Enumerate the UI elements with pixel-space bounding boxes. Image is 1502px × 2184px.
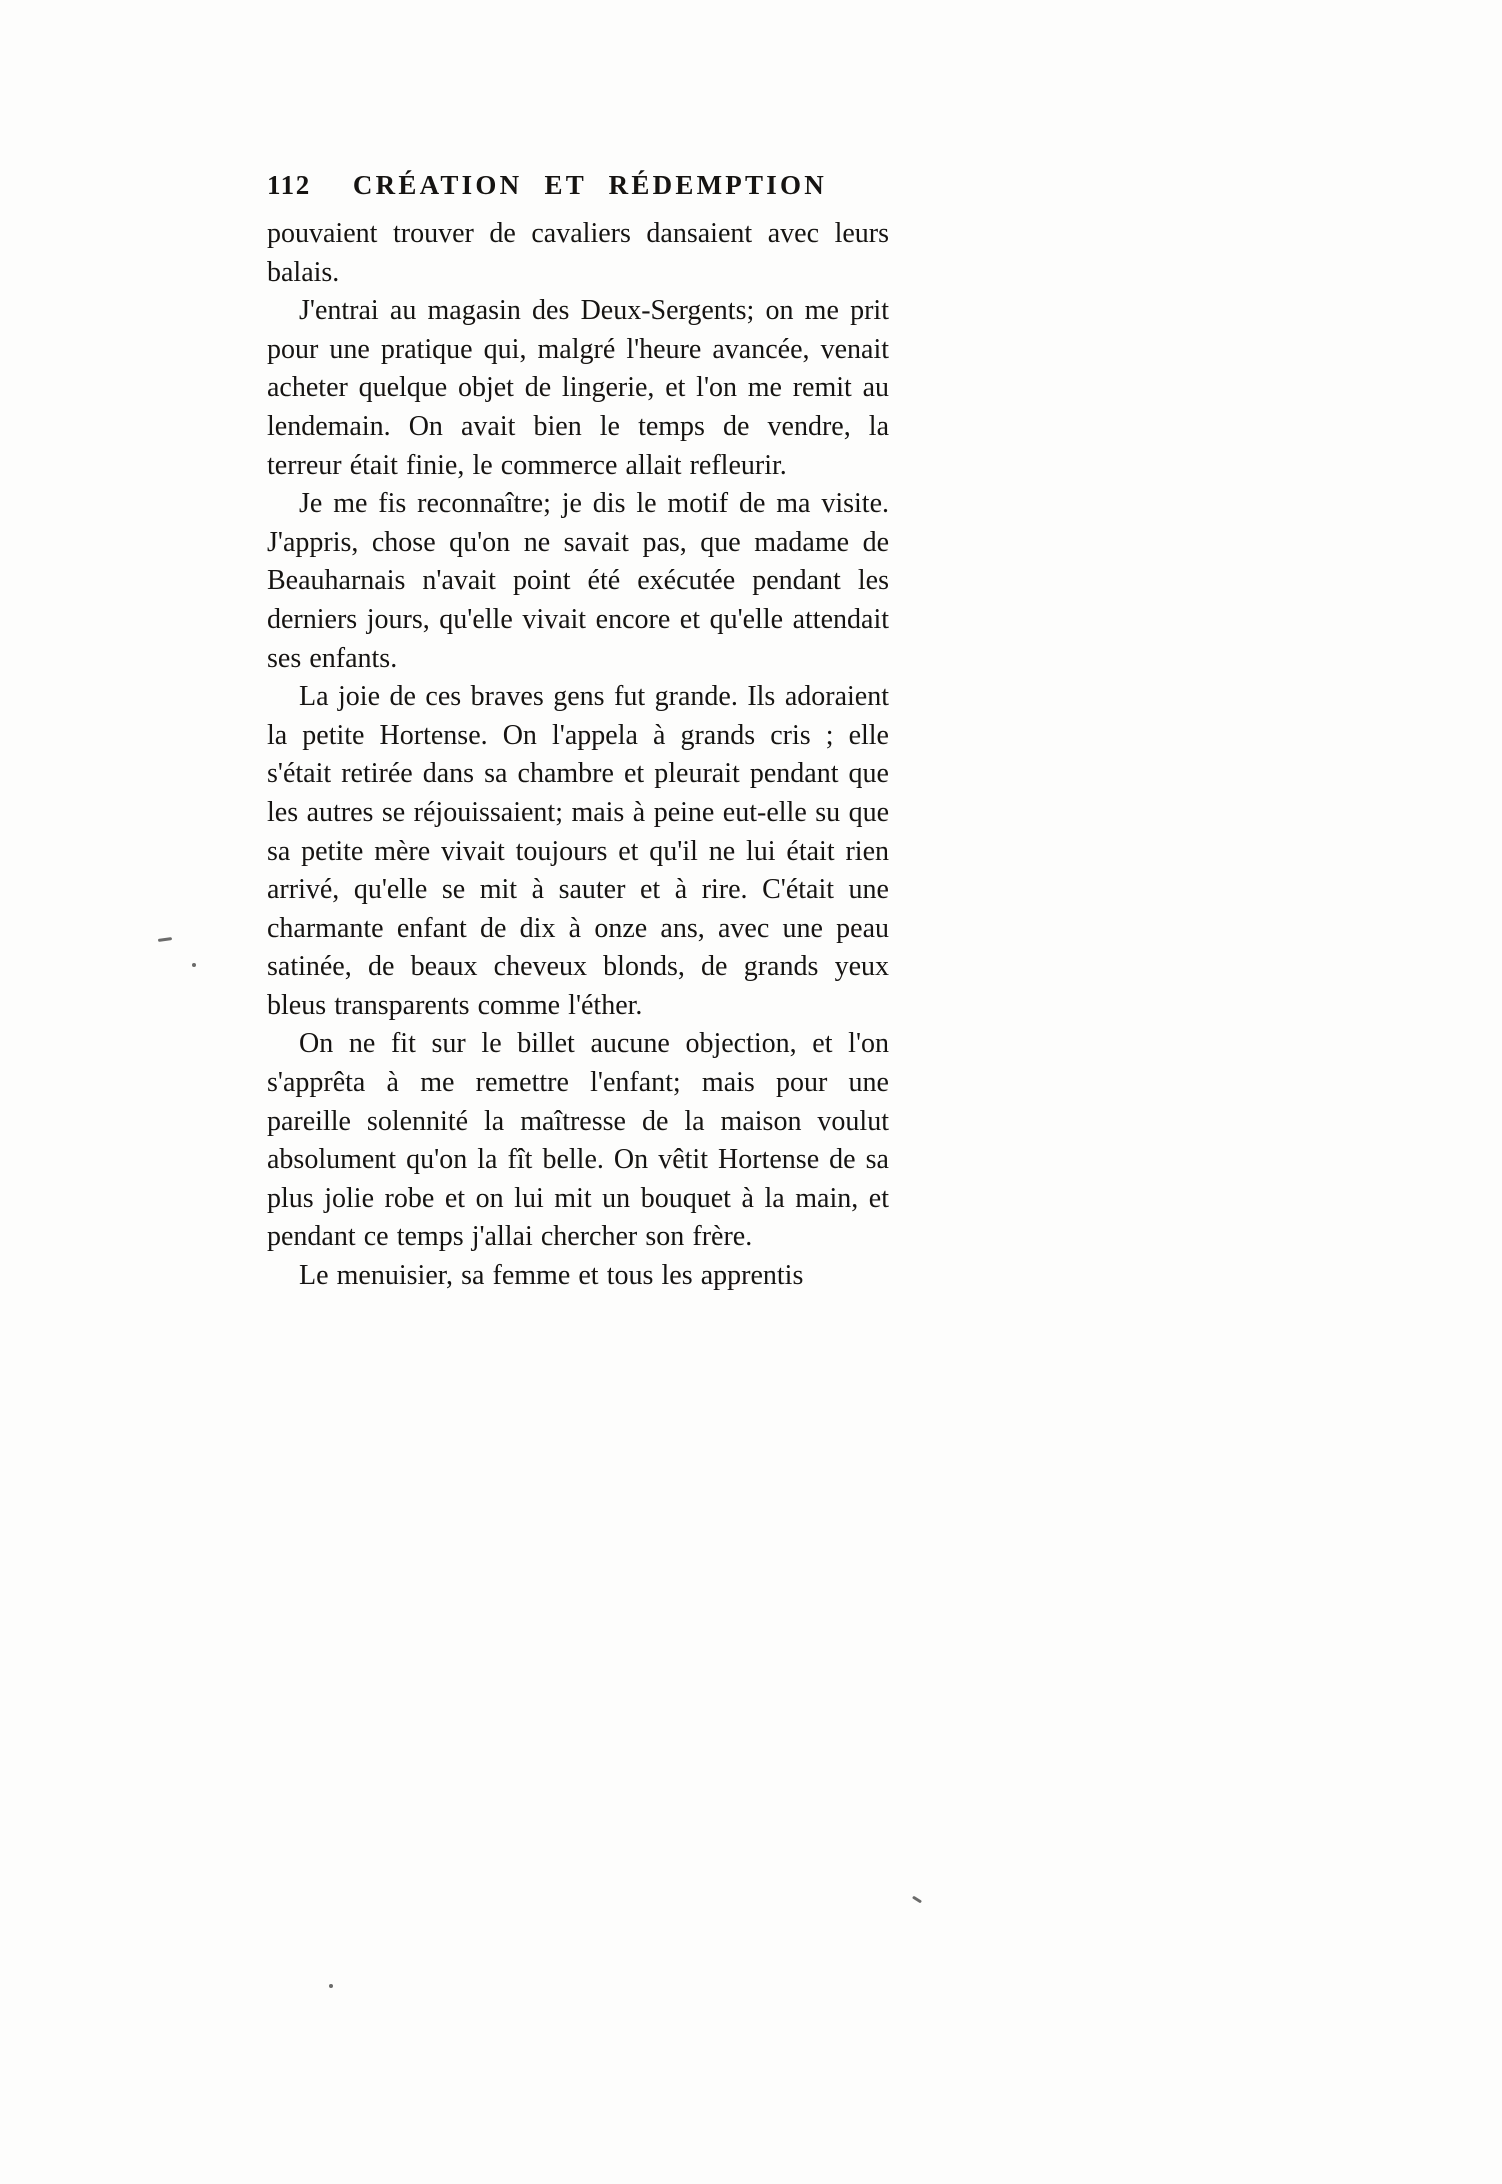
scan-artifact: [192, 963, 196, 967]
paragraph: Je me fis reconnaître; je dis le motif de ma visite. J'appris, chose qu'on ne savait pas, que madame de Beauharnais n'avait point été exécutée pendant les derniers jours, qu'elle vivait encore et qu'elle attendait ses enfants.: [267, 488, 889, 674]
running-title: CRÉATION ET RÉDEMPTION: [352, 170, 828, 200]
paragraph: J'entrai au magasin des Deux-Sergents; on me prit pour une pratique qui, malgré l'heure avancée, venait acheter quelque objet de lingerie, et l'on me remit au lendemain. On avait bien le temps de vendre, la terreur était finie, le commerce allait refleurir.: [267, 295, 889, 481]
page-number: 112: [267, 170, 311, 200]
paragraph: La joie de ces braves gens fut grande. Ils adoraient la petite Hortense. On l'appela à grands cris ; elle s'était retirée dans sa chambre et pleurait pendant que les autres se réjouissaient; mais à peine eut-elle su que sa petite mère vivait toujours et qu'il ne lui était rien arrivé, qu'elle se mit à sauter et à rire. C'était une charmante enfant de dix à onze ans, avec une peau satinée, de beaux cheveux blonds, de grands yeux bleus transparents comme l'éther.: [267, 681, 889, 1021]
paragraph: Le menuisier, sa femme et tous les apprentis: [299, 1260, 804, 1292]
page-header: [267, 170, 889, 201]
paragraph-continuation: pouvaient trouver de cavaliers dansaient avec leurs balais.: [267, 218, 889, 288]
scan-artifact: [329, 1984, 333, 1988]
scan-artifact: [912, 1896, 922, 1904]
scan-artifact: [158, 937, 172, 942]
paragraph: On ne fit sur le billet aucune objection, et l'on s'apprêta à me remettre l'enfant; mais pour une pareille solennité la maîtresse de la maison voulut absolument qu'on la fît belle. On vêtit Hortense de sa plus jolie robe et on lui mit un bouquet à la main, et pendant ce temps j'allai chercher son frère.: [267, 1028, 889, 1253]
text-block: [267, 215, 889, 1296]
